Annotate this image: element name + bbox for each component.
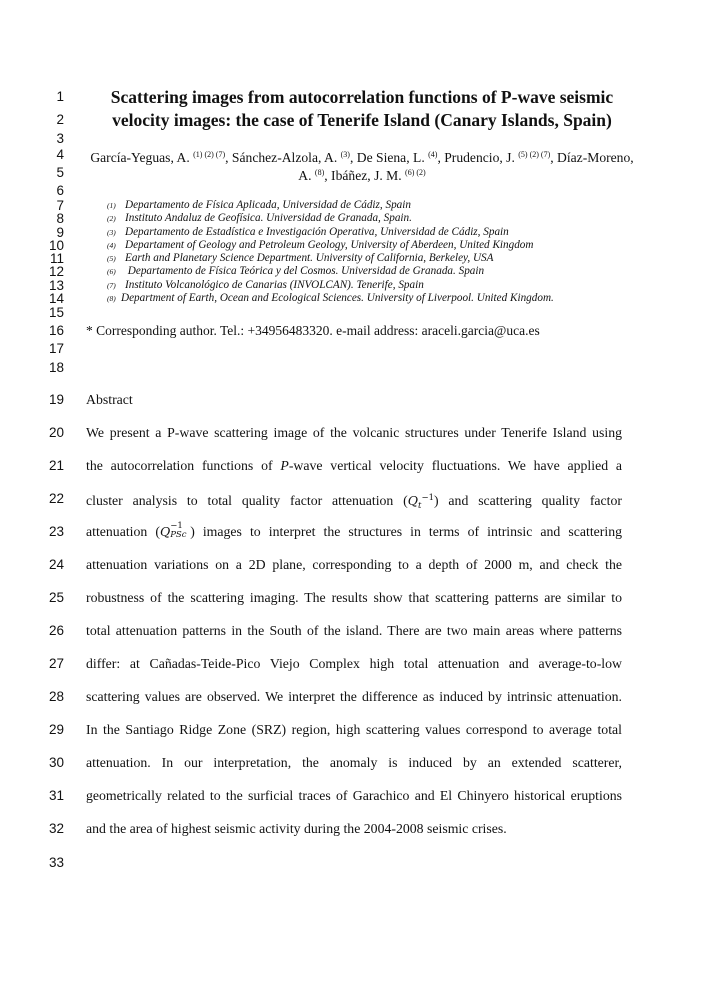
affiliation-7: [107, 279, 424, 292]
author-affiliation-marks: (8): [314, 168, 325, 177]
author-name: , Ibáñez, J. M.: [324, 168, 402, 183]
line-number: 10: [48, 238, 64, 253]
author-affiliation-marks: (3): [340, 150, 350, 159]
affiliation-8: [107, 292, 554, 305]
line-number: 19: [48, 392, 64, 407]
author-affiliation-marks: (4): [428, 150, 438, 159]
line-number: 29: [48, 722, 64, 737]
affiliation-number: (5): [107, 254, 116, 263]
line-number: 6: [56, 183, 64, 198]
paper-title-line-1: Scattering images from autocorrelation functions of P-wave seismic: [110, 87, 614, 107]
abstract-line: [86, 521, 622, 540]
line-number: 17: [48, 341, 64, 356]
paper-title-line-2: velocity images: the case of Tenerife Island (Canary Islands, Spain): [112, 110, 612, 130]
affiliation-number: (8): [107, 294, 116, 303]
abstract-line: geometrically related to the surficial traces of Garachico and El Chinyero historical eruptions: [86, 788, 622, 803]
line-number: 18: [48, 360, 64, 375]
math-symbol: Q: [407, 493, 419, 508]
abstract-line: scattering values are observed. We interpret the difference as induced by intrinsic attenuation.: [86, 689, 622, 704]
abstract-text: ) images to interpret the structures in terms of intrinsic and scattering: [190, 524, 622, 539]
math-superscript: −1: [421, 493, 434, 503]
abstract-text: attenuation (: [86, 524, 160, 539]
author-list-line-2: [82, 165, 642, 183]
affiliation-text: Departamento de Física Teórica y del Cosmos. Universidad de Granada. Spain: [125, 265, 485, 277]
math-subscript: t: [418, 501, 422, 511]
affiliation-5: [107, 252, 493, 265]
abstract-text-italic: P: [280, 458, 289, 473]
line-number: 5: [56, 165, 64, 180]
author-affiliation-marks: (5) (2) (7): [518, 150, 551, 159]
math-q-psc-inverse: [159, 521, 190, 540]
affiliation-text: Departamento de Estadística e Investigación Operativa, Universidad de Cádiz, Spain: [125, 226, 509, 238]
author-name: A.: [298, 168, 312, 183]
affiliation-text: Department of Earth, Ocean and Ecological Sciences. University of Liverpool. United Kingdom.: [121, 292, 554, 304]
author-name: , Prudencio, J.: [437, 150, 515, 165]
affiliation-text: Earth and Planetary Science Department. University of California, Berkeley, USA: [125, 252, 494, 264]
line-number: 12: [48, 264, 64, 279]
author-affiliation-marks: (1) (2) (7): [193, 150, 226, 159]
line-number: 21: [48, 458, 64, 473]
abstract-line: differ: at Cañadas-Teide-Pico Viejo Complex high total attenuation and average-to-low: [86, 656, 622, 671]
abstract-heading: Abstract: [86, 392, 133, 407]
affiliation-number: (3): [107, 228, 116, 237]
affiliation-text: Departamento de Física Aplicada, Universidad de Cádiz, Spain: [125, 199, 411, 211]
affiliation-number: (1): [107, 201, 116, 210]
math-superscript: −1: [170, 521, 183, 531]
line-number: 27: [48, 656, 64, 671]
math-subscript: PSc: [170, 530, 187, 540]
line-number: 28: [48, 689, 64, 704]
line-number: 24: [48, 557, 64, 572]
affiliation-number: (7): [107, 281, 116, 290]
line-number: 25: [48, 590, 64, 605]
line-number: 4: [56, 147, 64, 162]
line-number: 20: [48, 425, 64, 440]
affiliation-3: [107, 226, 509, 239]
line-number: 30: [48, 755, 64, 770]
affiliation-1: [107, 199, 411, 212]
corresponding-author-note: * Corresponding author. Tel.: +34956483320. e-mail address: araceli.garcia@uca.es: [86, 323, 540, 338]
affiliation-text: Instituto Volcanológico de Canarias (INVOLCAN). Tenerife, Spain: [125, 279, 424, 291]
abstract-text: ) and scattering quality factor: [433, 493, 622, 508]
affiliation-number: (4): [107, 241, 116, 250]
line-number: 22: [48, 491, 64, 506]
author-name: , Sánchez-Alzola, A.: [225, 150, 338, 165]
abstract-line: robustness of the scattering imaging. The results show that scattering patterns are similar to: [86, 590, 622, 605]
line-number: 8: [56, 211, 64, 226]
author-name: , Díaz-Moreno,: [550, 150, 634, 165]
line-number: 33: [48, 855, 64, 870]
abstract-text: -wave vertical velocity fluctuations. We have applied a: [288, 458, 622, 473]
line-number: 2: [56, 112, 64, 127]
line-number: 26: [48, 623, 64, 638]
math-q-t-inverse: [407, 493, 434, 511]
abstract-line: and the area of highest seismic activity during the 2004-2008 seismic crises.: [86, 821, 507, 836]
line-number: 3: [56, 131, 64, 146]
line-number: 32: [48, 821, 64, 836]
math-symbol: Q: [159, 524, 171, 539]
line-number: 23: [48, 524, 64, 539]
affiliation-text: Instituto Andaluz de Geofísica. Universidad de Granada, Spain.: [125, 212, 412, 224]
affiliation-4: [107, 239, 533, 252]
line-number: 14: [48, 291, 64, 306]
line-number: 13: [48, 278, 64, 293]
abstract-line: attenuation. In our interpretation, the anomaly is induced by an extended scatterer,: [86, 755, 622, 770]
abstract-text: the autocorrelation functions of: [86, 458, 281, 473]
affiliation-text: Departament of Geology and Petroleum Geology, University of Aberdeen, United Kingdom: [125, 239, 534, 251]
abstract-line: attenuation variations on a 2D plane, corresponding to a depth of 2000 m, and check the: [86, 557, 622, 572]
abstract-line: We present a P-wave scattering image of the volcanic structures under Tenerife Island using: [86, 425, 622, 440]
author-affiliation-marks: (6) (2): [405, 168, 426, 177]
affiliation-2: [107, 212, 412, 225]
line-number: 16: [48, 323, 64, 338]
line-number: 11: [49, 251, 64, 266]
abstract-line: [86, 458, 622, 473]
line-number: 1: [56, 89, 64, 104]
line-number: 15: [48, 305, 64, 320]
author-name: García-Yeguas, A.: [90, 150, 190, 165]
author-name: , De Siena, L.: [349, 150, 425, 165]
affiliation-number: (2): [107, 214, 116, 223]
abstract-line: total attenuation patterns in the South of the island. There are two main areas where patterns: [86, 623, 622, 638]
line-number: 9: [56, 225, 64, 240]
affiliation-number: (6): [107, 267, 116, 276]
author-list-line-1: [82, 147, 642, 165]
line-number: 7: [56, 198, 64, 213]
line-number: 31: [48, 788, 64, 803]
abstract-line: In the Santiago Ridge Zone (SRZ) region, high scattering values correspond to average total: [86, 722, 622, 737]
abstract-line: [86, 491, 622, 514]
abstract-text: cluster analysis to total quality factor attenuation (: [86, 493, 408, 508]
affiliation-6: [107, 265, 484, 278]
